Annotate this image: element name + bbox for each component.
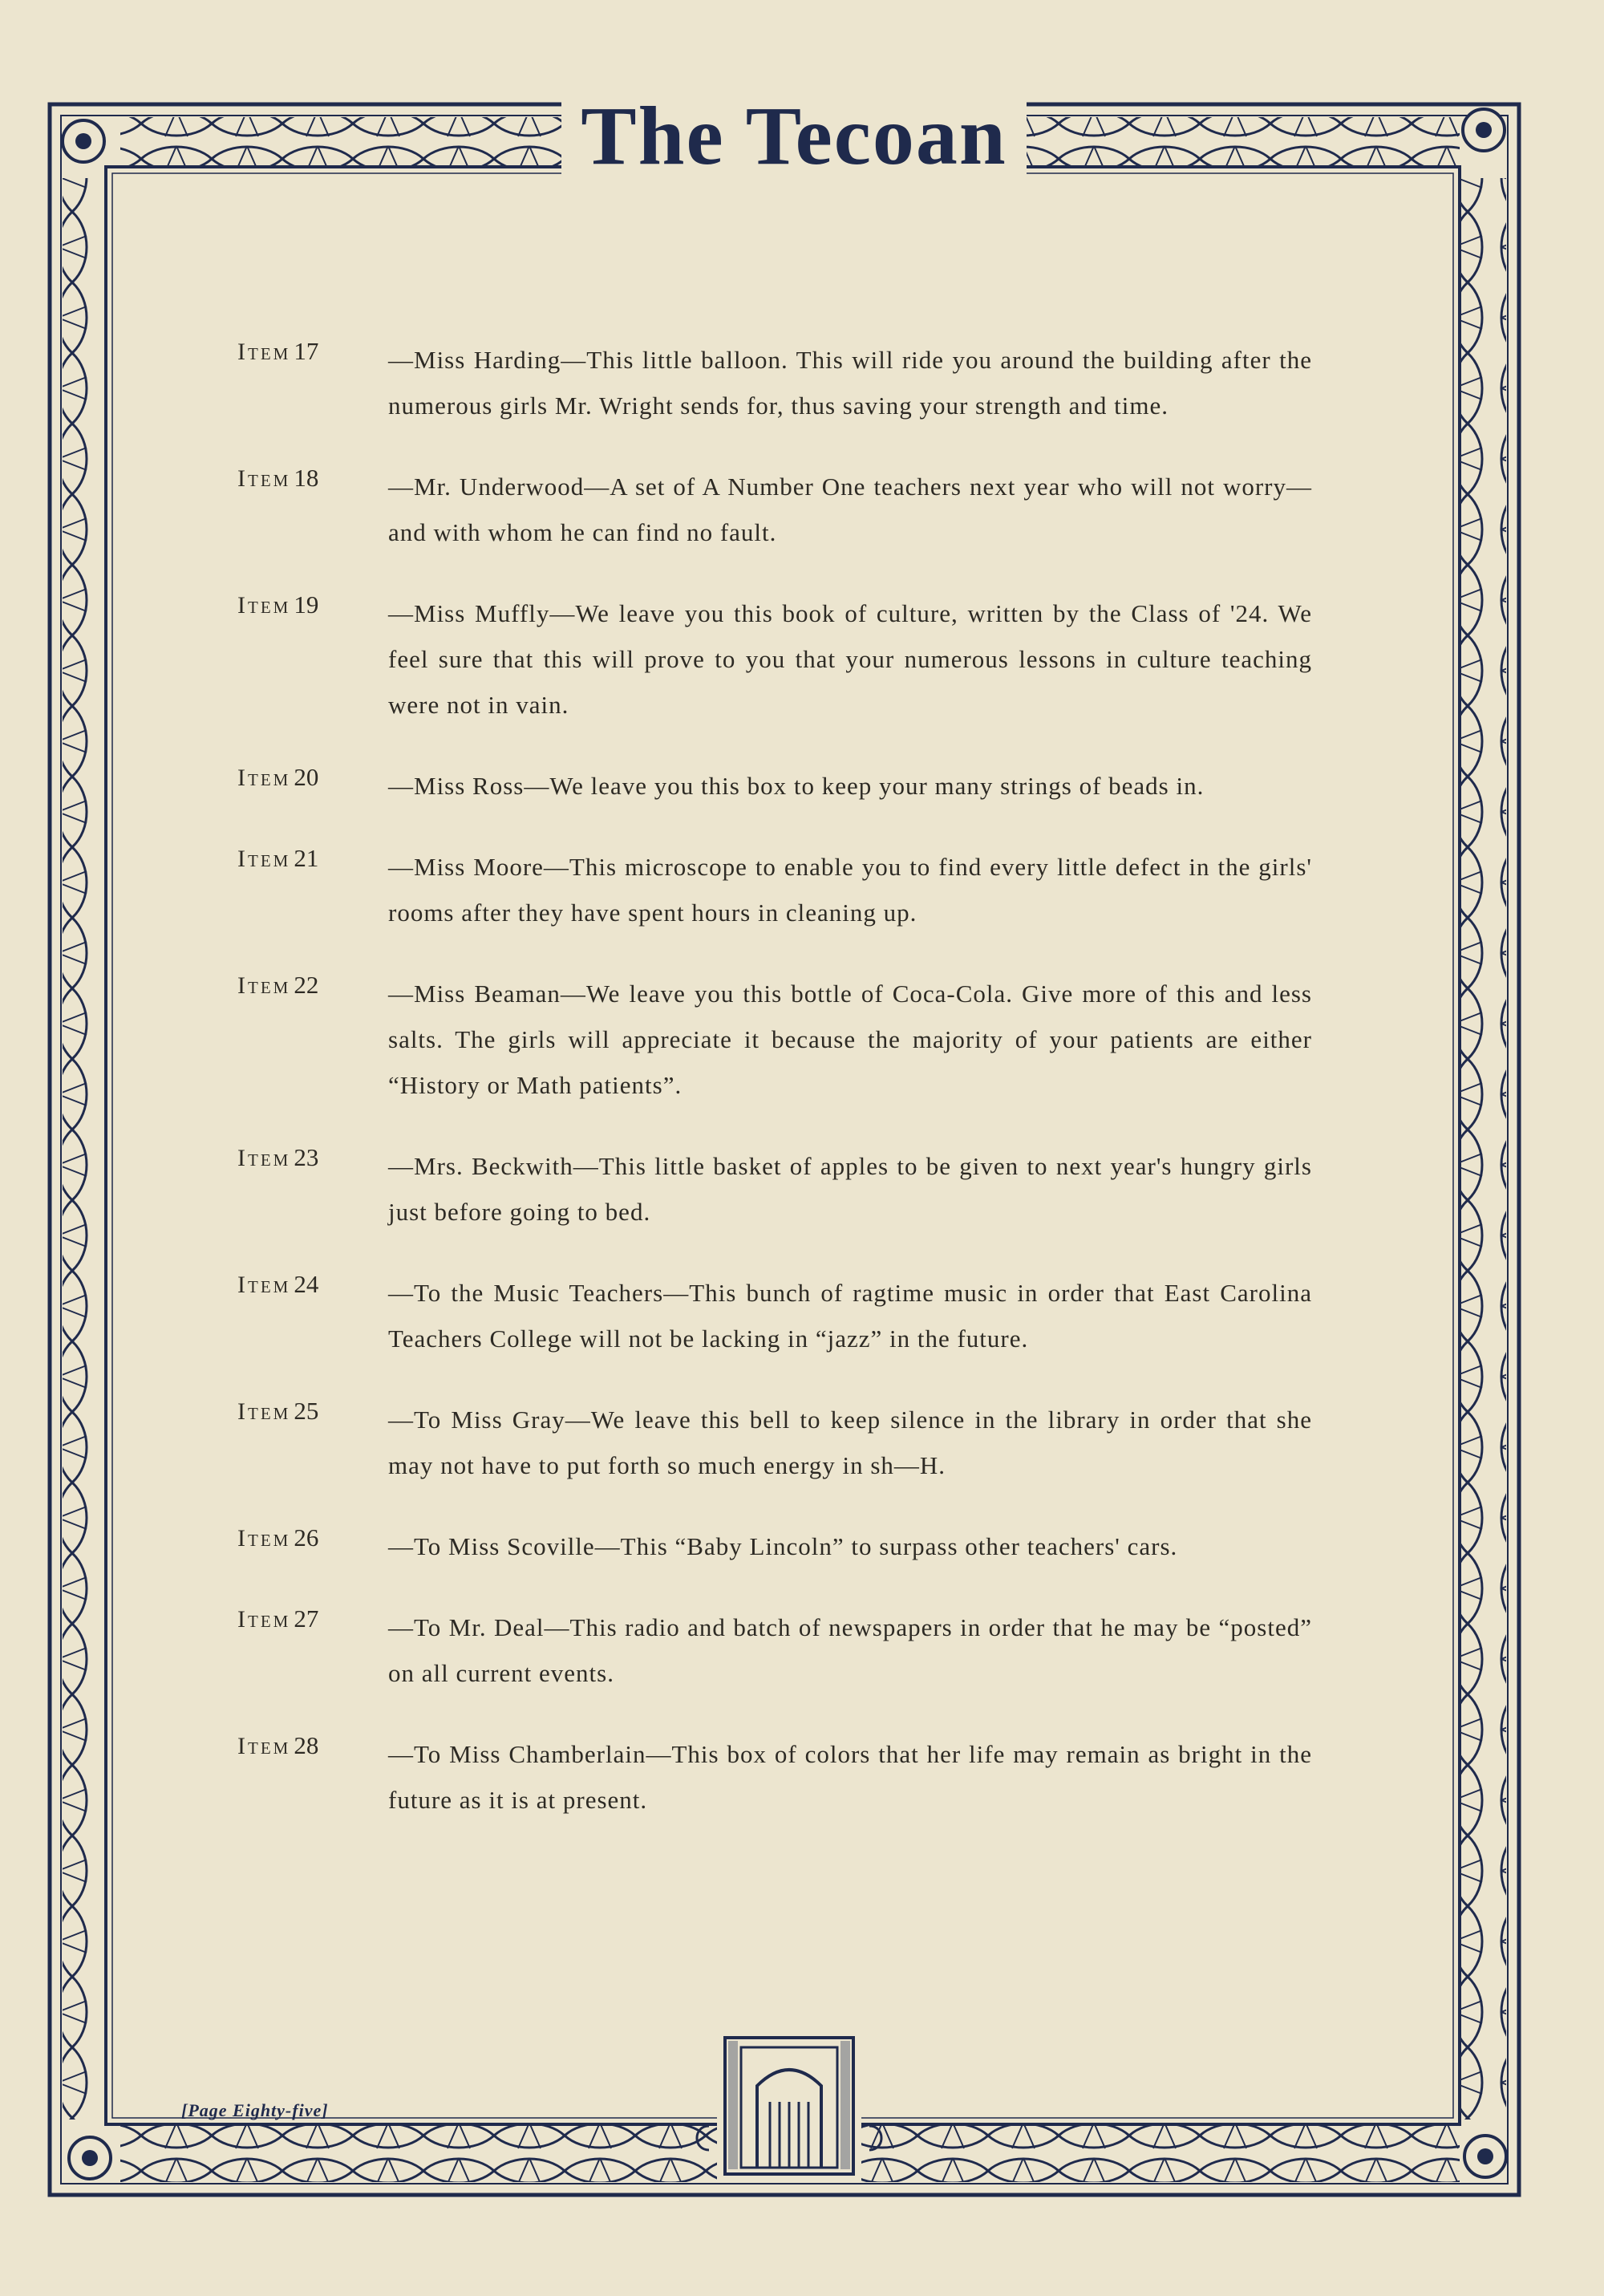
item-label: Item bbox=[237, 1145, 291, 1171]
item-heading bbox=[237, 337, 318, 366]
item-text: —Mr. Underwood—A set of A Number One teachers next year who will not worry—and with whom he can find no fault. bbox=[388, 473, 1312, 546]
item-label: Item bbox=[237, 465, 291, 492]
item-number: 23 bbox=[294, 1143, 319, 1171]
item-number: 26 bbox=[294, 1523, 319, 1552]
item-text: —To Mr. Deal—This radio and batch of newspapers in order that he may be “posted” on all current events. bbox=[388, 1613, 1312, 1687]
item-text: —To Miss Chamberlain—This box of colors that her life may remain as bright in the future as it is at present. bbox=[388, 1740, 1312, 1814]
list-item bbox=[237, 971, 1312, 1108]
item-label: Item bbox=[237, 1733, 291, 1759]
item-heading bbox=[237, 1397, 318, 1426]
item-label: Item bbox=[237, 592, 291, 619]
item-text: —Miss Ross—We leave you this box to keep your many strings of beads in. bbox=[388, 772, 1205, 800]
item-heading bbox=[237, 590, 318, 619]
item-heading bbox=[237, 1731, 318, 1760]
item-number: 27 bbox=[294, 1604, 319, 1633]
item-heading bbox=[237, 763, 318, 792]
list-item bbox=[237, 337, 1312, 428]
item-heading bbox=[237, 1143, 318, 1172]
item-label: Item bbox=[237, 1398, 291, 1425]
list-item bbox=[237, 590, 1312, 728]
page-number: [Page Eighty-five] bbox=[181, 2100, 329, 2120]
item-number: 18 bbox=[294, 464, 319, 492]
item-label: Item bbox=[237, 1525, 291, 1552]
item-heading bbox=[237, 1270, 318, 1299]
item-label: Item bbox=[237, 1606, 291, 1633]
item-number: 20 bbox=[294, 763, 319, 791]
list-item bbox=[237, 1270, 1312, 1361]
item-label: Item bbox=[237, 1272, 291, 1298]
item-text: —To Miss Scoville—This “Baby Lincoln” to surpass other teachers' cars. bbox=[388, 1532, 1178, 1560]
item-label: Item bbox=[237, 339, 291, 365]
item-number: 21 bbox=[294, 844, 319, 872]
item-number: 17 bbox=[294, 337, 319, 365]
item-heading bbox=[237, 464, 318, 493]
item-heading bbox=[237, 844, 318, 873]
doorway-ornament bbox=[693, 2030, 885, 2182]
list-item bbox=[237, 1143, 1312, 1235]
item-heading bbox=[237, 1523, 318, 1552]
list-item bbox=[237, 1523, 1312, 1569]
item-text: —To Miss Gray—We leave this bell to keep silence in the library in order that she may not have to put forth so much energy in sh—H. bbox=[388, 1406, 1312, 1479]
item-number: 24 bbox=[294, 1270, 319, 1298]
item-label: Item bbox=[237, 846, 291, 872]
items-list bbox=[237, 337, 1312, 1858]
list-item bbox=[237, 1731, 1312, 1823]
item-text: —Miss Moore—This microscope to enable you to find every little defect in the girls' rooms after they have spent hours in cleaning up. bbox=[388, 853, 1312, 927]
item-number: 25 bbox=[294, 1397, 319, 1425]
list-item bbox=[237, 844, 1312, 935]
item-text: —Mrs. Beckwith—This little basket of apples to be given to next year's hungry girls just before going to bed. bbox=[388, 1152, 1312, 1226]
list-item bbox=[237, 1604, 1312, 1696]
item-text: —Miss Beaman—We leave you this bottle of Coca-Cola. Give more of this and less salts. The girls will appreciate it because the majority of your patients are either “History or Math patients”. bbox=[388, 980, 1312, 1099]
item-heading bbox=[237, 971, 318, 1000]
item-number: 22 bbox=[294, 971, 319, 999]
item-text: —To the Music Teachers—This bunch of ragtime music in order that East Carolina Teachers College will not be lacking in “jazz” in the future. bbox=[388, 1279, 1312, 1353]
item-text: —Miss Harding—This little balloon. This will ride you around the building after the numerous girls Mr. Wright sends for, thus saving your strength and time. bbox=[388, 346, 1312, 420]
list-item bbox=[237, 1397, 1312, 1488]
list-item bbox=[237, 763, 1312, 809]
item-number: 28 bbox=[294, 1731, 319, 1759]
masthead-title: The Tecoan bbox=[561, 96, 1027, 185]
item-label: Item bbox=[237, 972, 291, 999]
item-number: 19 bbox=[294, 590, 319, 619]
item-heading bbox=[237, 1604, 318, 1633]
item-text: —Miss Muffly—We leave you this book of culture, written by the Class of '24. We feel sure that this will prove to you that your numerous lessons in culture teaching were not in vain. bbox=[388, 599, 1312, 719]
list-item bbox=[237, 464, 1312, 555]
item-label: Item bbox=[237, 765, 291, 791]
